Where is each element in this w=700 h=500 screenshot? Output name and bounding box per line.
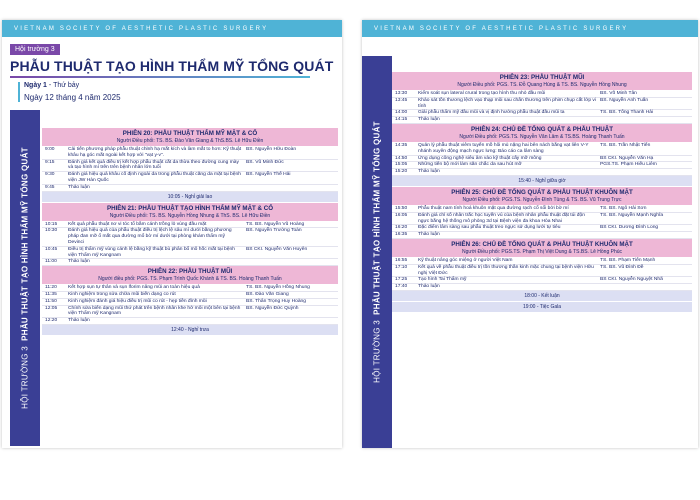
session-title: PHIÊN 25: CHỦ ĐỀ TỔNG QUÁT & PHẪU THUẬT KHUÔN MẶT	[451, 188, 633, 196]
row-time: 9:30	[45, 172, 55, 178]
schedule-row	[42, 259, 338, 266]
row-title: Những tiến bộ mới làm săn chắc da sau hút mỡ	[418, 162, 522, 168]
row-time: 16:20	[395, 225, 408, 231]
row-time: 11:50	[45, 298, 57, 304]
row-speaker: BS. Thân Trọng Huy Hoàng	[246, 298, 306, 304]
date-label: Ngày 12 tháng 4 năm 2025	[24, 93, 121, 102]
row-time: 17:40	[395, 284, 408, 290]
session-chair: Người Điều phối: TS. BS. Đào Văn Giang & ThS.BS. Lê Hữu Điền	[116, 138, 264, 144]
row-title: Kết quả về phẫu thuật điều trị tồn thương thần kinh mặc chung tại bệnh viện Hữu nghị Việt Đức	[418, 264, 594, 276]
break-bar: 18:00 - Kết luận	[392, 291, 692, 301]
row-title: Thảo luận	[68, 318, 90, 324]
row-title: Đánh giá kết quả điều trị kết hợp phẫu thuật cắt da thừa theo đường cung mày và tạo hình mí trên trên bệnh nhân lớn tuổi	[68, 159, 239, 171]
schedule-row	[392, 143, 692, 156]
row-speaker: TS. BS. Vũ Đình Đề	[600, 264, 644, 270]
session-header	[42, 203, 338, 221]
session-chair: Người điều phối: PGS. TS. Phạm Trình Quốc Khánh & TS. BS. Hoàng Thanh Tuấn	[98, 276, 282, 283]
title-underline	[10, 76, 310, 78]
row-title: Chính sửa biến dạng mũi thứ phát trên bệnh nhân khe hở môi một bên tại bệnh viện Thẩm mỹ Kangnam	[68, 305, 241, 317]
row-title: Kỹ thuật nâng góc miệng ở người Việt Nam	[418, 257, 513, 263]
program-page-left	[2, 20, 342, 448]
row-time: 10:15	[45, 221, 58, 227]
row-speaker: TS. BS. Trần Nhật Tiến	[600, 142, 651, 148]
row-title: Kiểm soát sụn lateral crural trong tạo hình thu nhỏ đầu mũi	[418, 91, 546, 96]
row-title: Thảo luận	[418, 284, 440, 290]
row-speaker: PGS.TS. Phạm Hiếu Liêm	[600, 162, 657, 168]
row-title: Đánh giá hiệu quả của phẫu thuật điều trị lệch lệ sâu mí dưới bằng phương pháp đan mỡ ổ mắt qua đường mổ bờ mí dưới tại phòng khám thẩm mỹ Devinci	[68, 228, 232, 245]
row-title: Phẫu thuật nam tính hoá khuôn mặt qua đường rạch cổ sổi bởi bờ mí	[418, 205, 569, 211]
side-vertical-band	[362, 56, 392, 448]
schedule-row	[392, 232, 692, 239]
schedule-row	[42, 318, 338, 325]
row-title: Thảo luận	[418, 117, 440, 123]
row-speaker: TS. BS. Phạm Tiến Mạnh	[600, 257, 656, 263]
row-title: Đặc điểm lâm sàng sau phẫu thuật treo ngực sử dụng lưới tự tiêu	[418, 225, 561, 231]
break-bar: 12:40 - Nghỉ trưa	[42, 325, 338, 335]
session-header	[392, 239, 692, 257]
row-speaker: TS. BS. Nguyễn Hồng Nhung	[246, 285, 310, 291]
side-vertical-band	[10, 110, 40, 446]
row-time: 12:20	[45, 318, 58, 324]
row-time: 9:45	[45, 184, 55, 190]
row-title: Kinh nghiệm trong sửa chữa mũi biến dạng co rút	[68, 291, 176, 297]
session-title: PHIÊN 23: PHẪU THUẬT MŨI	[499, 74, 585, 81]
row-speaker	[246, 318, 338, 324]
row-title: Giải phẫu thẩm mỹ đầu mũi và vị định hướng phẫu thuật đầu mũi ta	[418, 110, 565, 116]
session-chair: Người Điều phối: TS. BS. Nguyễn Hồng Nhung & ThS. BS. Lê Hữu Điền	[109, 212, 271, 219]
schedule-row	[392, 206, 692, 213]
schedule-row	[42, 228, 338, 246]
row-time: 9:00	[45, 147, 55, 152]
session-header	[392, 72, 692, 90]
session-chair: Người Điều phối: PGS.TS. Phạm Thị Việt Dung & TS.BS. Lê Hồng Phúc	[461, 248, 623, 255]
break-bar: 15:40 - Nghỉ giữa giờ	[392, 176, 692, 186]
row-speaker	[600, 232, 692, 238]
session-chair: Người Điều phối: PGS. TS. Đỗ Quang Hùng & TS. BS. Nguyễn Hồng Nhung	[457, 82, 627, 88]
schedule-row	[392, 117, 692, 124]
row-speaker: BS. Nguyễn Đức Quỳnh	[246, 305, 299, 311]
row-title: Điều trị thẩm mỹ vùng cánh lệ bằng kỹ thuật bù phân bổ mô hốc mắt tại bệnh viện Thẩm mỹ Kangnam	[68, 246, 235, 258]
hall-tag: Hội trường 3	[10, 44, 60, 55]
row-title: Kết quả phẫu thuật nơ vi tóc tổ bầm cánh trồng lỏ vùng đầu mặt	[68, 221, 207, 227]
row-time: 12:05	[45, 305, 58, 311]
row-time: 9:15	[45, 159, 55, 165]
row-time: 15:05	[395, 162, 408, 168]
row-speaker: BS. Vũ Minh Đức	[246, 159, 284, 165]
row-speaker: BS. Võ Minh Tân	[600, 91, 637, 96]
schedule-row	[42, 172, 338, 185]
row-title: Thảo luận	[68, 259, 90, 265]
schedule-row	[42, 292, 338, 299]
session-header	[42, 266, 338, 284]
row-time: 16:05	[395, 212, 408, 218]
schedule-row	[392, 284, 692, 291]
row-title: Quản lý phẫu thuật viêm tuyến mồ hôi mủ nặng hai bên nách bằng vạt liên V-Y nhánh xuyên động mạch ngực lưng: Báo cáo ca lâm sàng	[418, 142, 589, 154]
row-title: Kinh nghiệm đánh giá hiệu điều trị mũi co rút - hẹp tiền đình mũi	[68, 298, 207, 304]
row-title: Cải tiến phương pháp phẫu thuật chỉnh hạ mắt kích và làm mắt to hơn: Kỹ thuật khâu hạ góc mắt ngoài kết hợp với "vạt y-v".	[68, 147, 242, 158]
row-speaker: TS. BS. Ngô Hải Sơn	[600, 205, 647, 211]
schedule-row	[42, 185, 338, 192]
row-time: 14:35	[395, 142, 408, 148]
row-speaker: BS. Nguyễn Thế Hải	[246, 172, 291, 178]
row-time: 16:55	[395, 257, 408, 263]
row-speaker: BS. Nguyễn Anh Tuấn	[600, 97, 649, 103]
society-banner: VIETNAM SOCIETY OF AESTHETIC PLASTIC SURGERY	[2, 20, 342, 37]
schedule-row	[392, 169, 692, 176]
session-title: PHIÊN 24: CHỦ ĐỀ TỔNG QUÁT & PHẪU THUẬT	[471, 125, 613, 133]
society-banner: VIETNAM SOCIETY OF AESTHETIC PLASTIC SURGERY	[362, 20, 698, 37]
row-time: 17:10	[395, 264, 408, 270]
session-header	[42, 128, 338, 146]
row-time: 17:25	[395, 277, 408, 283]
schedule-row	[42, 299, 338, 306]
row-speaker: TS. BS. Tống Thanh Hải	[600, 110, 654, 116]
row-title: Thảo luận	[68, 184, 90, 190]
side-vertical-title: HỘI TRƯỜNG 3 PHẪU THUẬT TẠO HÌNH THẨM MỸ TỔNG QUÁT	[372, 121, 382, 383]
row-speaker: BS. Đào Văn Giang	[246, 291, 289, 297]
session-chair: Người Điều phối: PGS.TS. Nguyễn Đình Tùng & TS. BS. Vũ Trung Trực	[462, 196, 622, 203]
session-title: PHIÊN 22: PHẪU THUẬT MŨI	[147, 268, 233, 276]
row-time: 15:50	[395, 205, 408, 211]
session-title: PHIÊN 26: CHỦ ĐỀ TỔNG QUÁT & PHẪU THUẬT KHUÔN MẶT	[451, 240, 633, 248]
row-time: 14:15	[395, 117, 408, 123]
session-title: PHIÊN 20: PHẪU THUẬT THẨM MỸ MẶT & CỔ	[122, 130, 258, 137]
row-speaker: BS. Nguyễn Hữu Đoàn	[246, 147, 297, 152]
row-speaker: TS. BS. Nguyễn Vũ Hoàng	[246, 221, 305, 227]
schedule-row	[42, 285, 338, 292]
row-speaker: BS CKI. Nguyễn Văn Hạ	[600, 155, 654, 161]
schedule-left	[42, 128, 338, 336]
schedule-row	[392, 91, 692, 98]
row-title: Đánh giá chỉ số nhân trắc học tuyến vú của bệnh nhân phẫu thuật đặt túi độn ngực bằng hệ thống mô phỏng 3d tại Bệnh viện đa khoa Hòa Nhai	[418, 212, 585, 224]
row-title: Thảo luận	[418, 169, 440, 175]
row-time: 10:30	[45, 228, 58, 234]
schedule-row	[392, 258, 692, 265]
break-bar: 10:05 - Nghỉ giải lao	[42, 192, 338, 202]
session-title: PHIÊN 21: PHẪU THUẬT TẠO HÌNH THẨM MỸ MẶT & CỔ	[106, 204, 274, 212]
schedule-row	[392, 213, 692, 226]
row-speaker	[600, 117, 692, 123]
schedule-right	[392, 72, 692, 313]
row-speaker	[600, 169, 692, 175]
schedule-row	[42, 306, 338, 319]
side-vertical-title: HỘI TRƯỜNG 3 PHẪU THUẬT TẠO HÌNH THẨM MỸ TỔNG QUÁT	[20, 147, 30, 409]
row-title: Ứng dụng công nghệ siêu âm vào kỹ thuật cấy mỡ mông	[418, 155, 542, 161]
row-time: 14:00	[395, 110, 408, 116]
row-title: Tạo hình Tai Thẩm mỹ	[418, 277, 467, 283]
session-header	[392, 124, 692, 142]
row-time: 13:45	[395, 97, 408, 103]
row-time: 11:35	[45, 291, 57, 297]
row-speaker: TS. BS. Nguyễn Mạnh Nghĩa	[600, 212, 664, 218]
schedule-row	[392, 98, 692, 111]
day-marker	[18, 82, 20, 102]
page-title: PHẪU THUẬT TẠO HÌNH THẨM MỸ TỔNG QUÁT	[10, 58, 334, 74]
row-speaker	[246, 185, 338, 191]
row-speaker: BS CKI. Dương Đình Long	[600, 225, 659, 231]
row-speaker	[600, 284, 692, 290]
row-title: Đánh giá hiệu quả khâu cố định ngoài da trong phẫu thuật căng da mặt tại bệnh viện JW Hàn Quốc	[68, 172, 241, 183]
session-chair: Người Điều phối: PGS.TS. Nguyễn Văn Lâm & TS.BS. Hoàng Thanh Tuấn	[459, 133, 625, 140]
row-time: 16:35	[395, 232, 408, 238]
row-title: Kết hợp sụn tự thân và sụn lforim nâng mũi an toàn hiệu quả	[68, 285, 200, 291]
row-time: 11:00	[45, 259, 57, 265]
session-header	[392, 187, 692, 205]
row-speaker: BS CKI. Nguyễn Nguyệt Nhã	[600, 277, 663, 283]
schedule-row	[392, 265, 692, 278]
row-title: Khảo sát tồn thương lệch vạo thạp mũi sau chấn thương trên phim chụp cắt lớp vi tính	[418, 97, 596, 109]
row-time: 13:30	[395, 91, 408, 96]
row-time: 14:50	[395, 155, 408, 161]
row-time: 15:20	[395, 169, 408, 175]
row-speaker: BS CKI. Nguyễn Văn Huyên	[246, 246, 308, 252]
row-time: 10:45	[45, 246, 58, 252]
day-label: Ngày 1 - Thứ bảy	[24, 82, 80, 89]
schedule-row	[42, 160, 338, 173]
row-time: 11:20	[45, 285, 57, 291]
schedule-row	[42, 147, 338, 160]
schedule-row	[42, 247, 338, 260]
gala-bar: 19:00 - Tiệc Gala	[392, 302, 692, 312]
row-title: Thảo luận	[418, 232, 440, 238]
program-page-right	[362, 20, 698, 448]
row-speaker: BS. Nguyễn Trường Toàn	[246, 228, 302, 234]
row-speaker	[246, 259, 338, 265]
